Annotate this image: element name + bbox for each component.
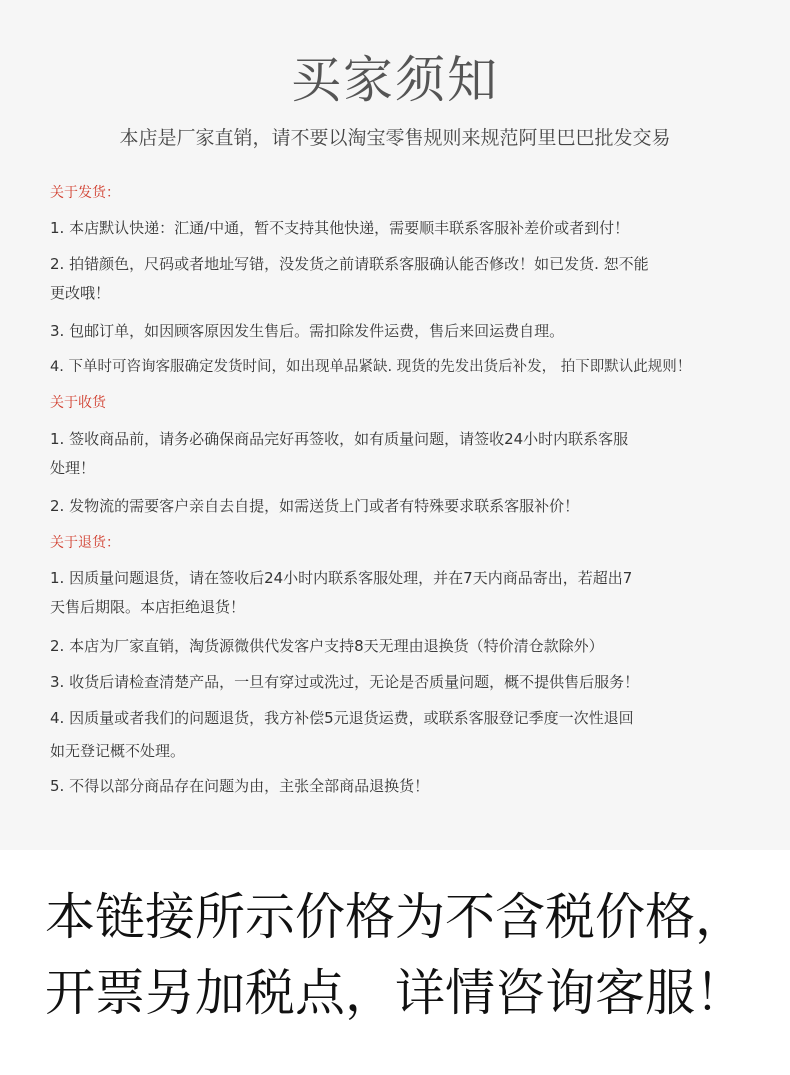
returns-line: 4. 因质量或者我们的问题退货，我方补偿5元退货运费，或联系客服登记季度一次性退回 <box>50 709 634 727</box>
shipping-line: 4. 下单时可咨询客服确定发货时间，如出现单品紧缺. 现货的先发出货后补发， 拍下即默认此规则！ <box>50 359 692 375</box>
banner-line: 本链接所示价格为不含税价格， <box>45 888 745 946</box>
banner-line: 开票另加税点，详情咨询客服！ <box>45 964 745 1022</box>
returns-line: 5. 不得以部分商品存在问题为由，主张全部商品退换货！ <box>50 777 430 795</box>
receiving-line: 处理！ <box>50 459 96 477</box>
shipping-line: 1. 本店默认快递：汇通/中通，暂不支持其他快递，需要顺丰联系客服补差价或者到付！ <box>50 219 630 237</box>
page-subtitle: 本店是厂家直销，请不要以淘宝零售规则来规范阿里巴巴批发交易 <box>119 127 671 149</box>
section-heading-receiving: 关于收货 <box>50 395 106 411</box>
tax-notice-banner <box>0 850 790 1075</box>
returns-line: 如无登记概不处理。 <box>50 742 186 760</box>
receiving-line: 2. 发物流的需要客户亲自去自提，如需送货上门或者有特殊要求联系客服补价！ <box>50 497 580 515</box>
returns-line: 2. 本店为厂家直销，淘货源微供代发客户支持8天无理由退换货（特价清仓款除外） <box>50 637 604 655</box>
shipping-line: 3. 包邮订单，如因顾客原因发生售后。需扣除发件运费，售后来回运费自理。 <box>50 322 565 340</box>
receiving-line: 1. 签收商品前，请务必确保商品完好再签收，如有质量问题，请签收24小时内联系客服 <box>50 430 629 448</box>
returns-line: 1. 因质量问题退货，请在签收后24小时内联系客服处理，并在7天内商品寄出，若超出7 <box>50 569 633 587</box>
shipping-line: 2. 拍错颜色，尺码或者地址写错，没发货之前请联系客服确认能否修改！如已发货. 恕不能 <box>50 255 649 273</box>
returns-line: 3. 收货后请检查清楚产品，一旦有穿过或洗过，无论是否质量问题，概不提供售后服务！ <box>50 673 640 691</box>
page-title: 买家须知 <box>291 51 499 109</box>
section-heading-returns: 关于退货： <box>50 535 120 551</box>
returns-line: 天售后期限。本店拒绝退货！ <box>50 598 246 616</box>
section-heading-shipping: 关于发货： <box>50 185 120 201</box>
shipping-line: 更改哦！ <box>50 284 111 302</box>
